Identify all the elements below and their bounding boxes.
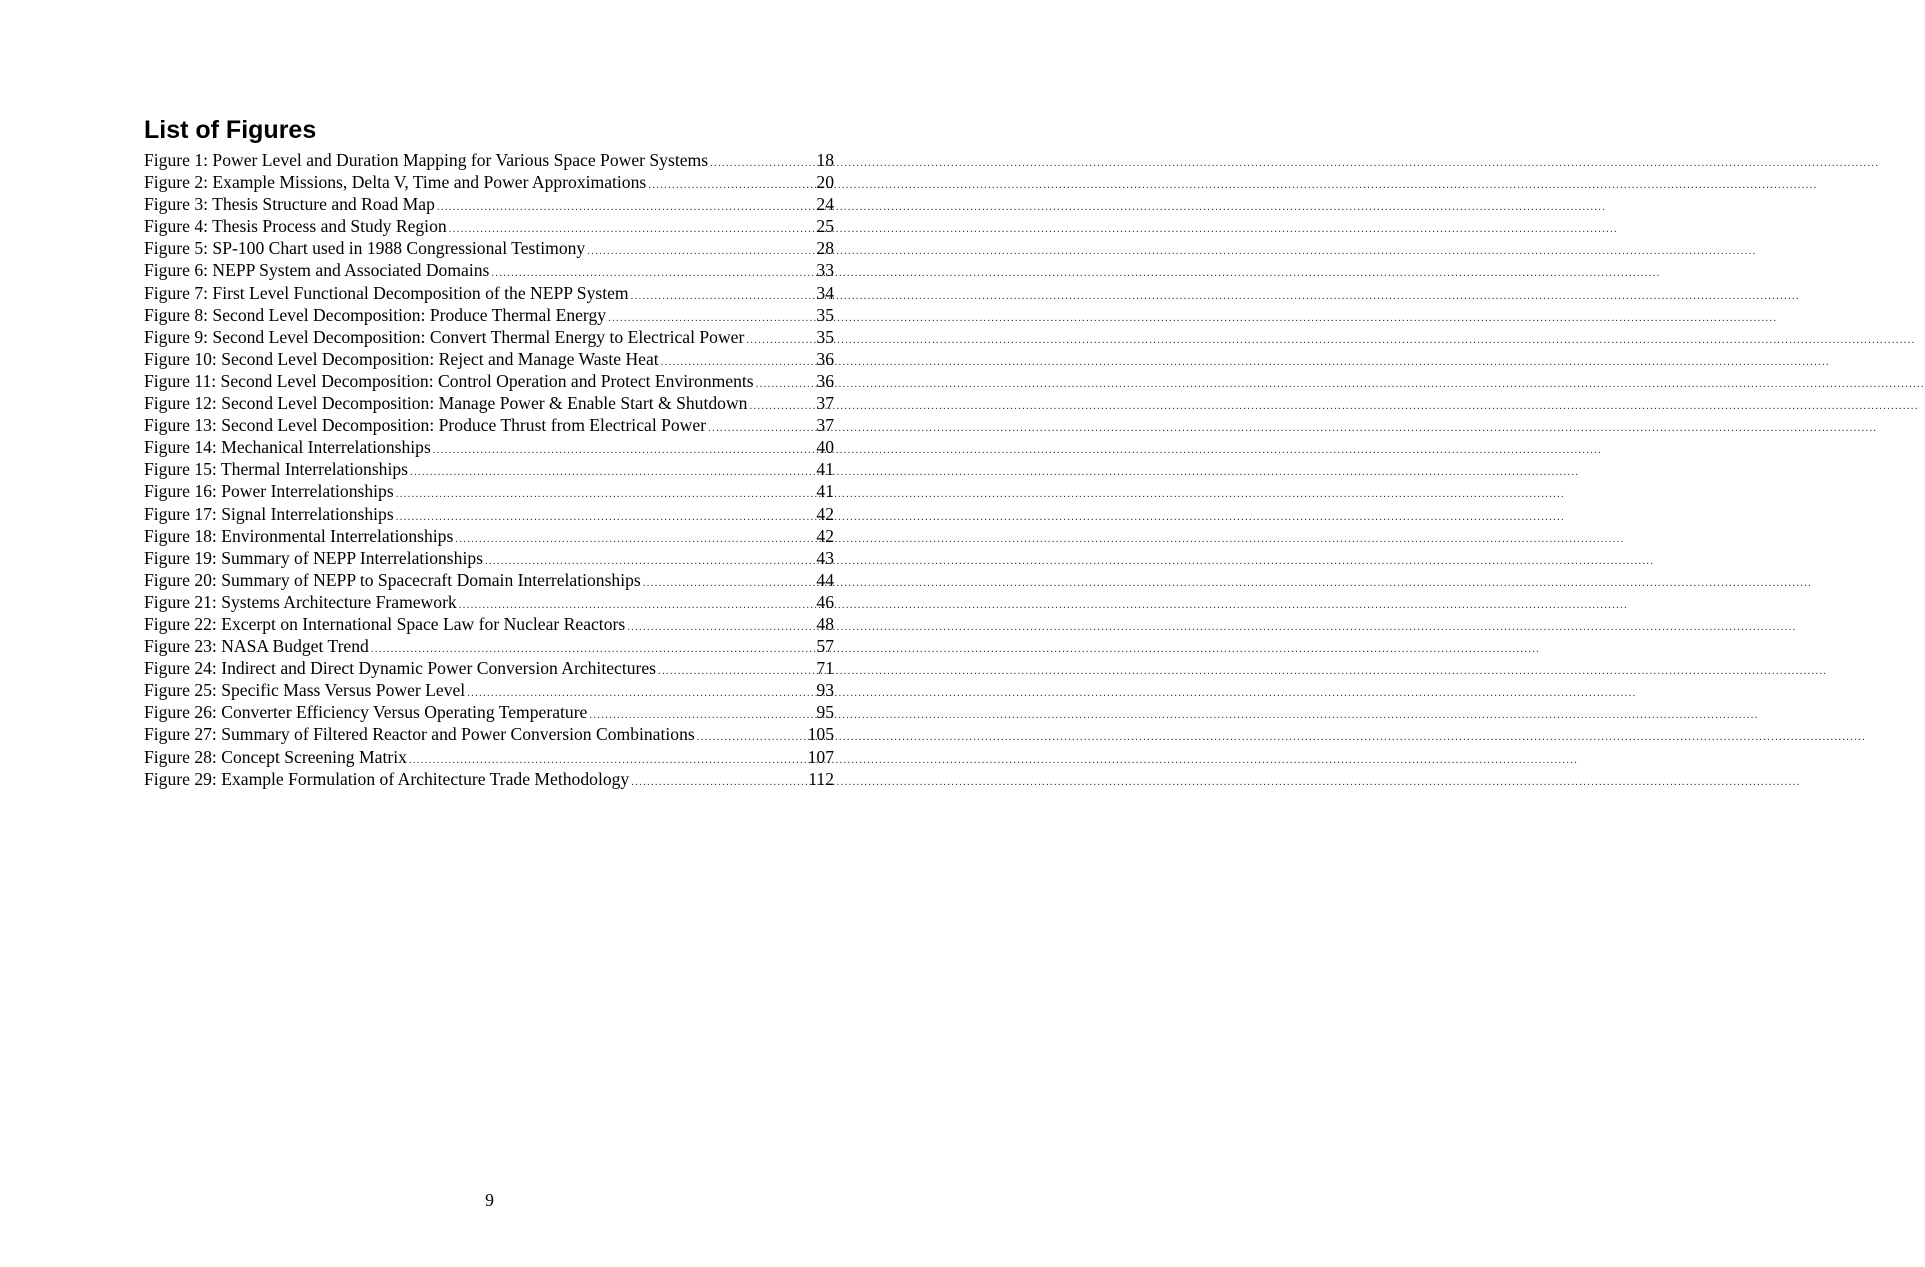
- dot-leader: [697, 726, 806, 748]
- figure-entry[interactable]: [144, 591, 834, 613]
- figure-entry-page: 35: [816, 304, 834, 325]
- dot-leader: [587, 240, 814, 262]
- figure-entry-title: Figure 14: Mechanical Interrelationships: [144, 437, 431, 458]
- figure-entry-title: Figure 24: Indirect and Direct Dynamic Power Conversion Architectures: [144, 658, 657, 679]
- dot-leader: [708, 417, 814, 439]
- figure-entry-page: 40: [816, 437, 834, 458]
- figure-entry-title: Figure 3: Thesis Structure and Road Map: [144, 194, 435, 215]
- figure-entry-title: Figure 6: NEPP System and Associated Domains: [144, 260, 490, 281]
- figure-entry-title: Figure 10: Second Level Decomposition: Reject and Manage Waste Heat: [144, 348, 659, 369]
- figure-entry[interactable]: [144, 237, 834, 259]
- figure-entry-title: Figure 22: Excerpt on International Space Law for Nuclear Reactors: [144, 613, 626, 634]
- figure-entry[interactable]: [144, 348, 834, 370]
- figure-entry[interactable]: [144, 392, 834, 414]
- dot-leader: [643, 572, 815, 594]
- figure-entry[interactable]: [144, 503, 834, 525]
- figure-entry-title: Figure 16: Power Interrelationships: [144, 481, 394, 502]
- figure-entry-title: Figure 2: Example Missions, Delta V, Time and Power Approximations: [144, 172, 647, 193]
- dot-leader: [658, 660, 814, 682]
- figure-entry[interactable]: [144, 547, 834, 569]
- figure-entry-page: 46: [816, 591, 834, 612]
- figure-entry-page: 48: [816, 613, 834, 634]
- figure-entry[interactable]: [144, 569, 834, 591]
- figure-entry-title: Figure 26: Converter Efficiency Versus Operating Temperature: [144, 702, 588, 723]
- figure-entry-page: 37: [816, 393, 834, 414]
- figure-entry-title: Figure 20: Summary of NEPP to Spacecraft Domain Interrelationships: [144, 569, 641, 590]
- figure-entry-title: Figure 19: Summary of NEPP Interrelationships: [144, 547, 483, 568]
- figure-entry-page: 57: [816, 636, 834, 657]
- dot-leader: [756, 373, 815, 395]
- figure-entry-page: 35: [816, 326, 834, 347]
- figure-entry-page: 95: [816, 702, 834, 723]
- list-of-figures-heading: List of Figures: [144, 116, 317, 144]
- figure-entry[interactable]: [144, 326, 834, 348]
- dot-leader: [396, 483, 815, 505]
- figure-entry[interactable]: [144, 259, 834, 281]
- figure-entry-page: 28: [816, 238, 834, 259]
- figure-entry-page: 36: [816, 348, 834, 369]
- figure-entry-page: 44: [816, 569, 834, 590]
- figure-entry-page: 42: [816, 525, 834, 546]
- dot-leader: [749, 395, 814, 417]
- figure-entry-title: Figure 9: Second Level Decomposition: Convert Thermal Energy to Electrical Power: [144, 326, 745, 347]
- figure-entry-page: 41: [816, 459, 834, 480]
- figure-entry[interactable]: [144, 370, 834, 392]
- dot-leader: [631, 771, 806, 793]
- dot-leader: [627, 616, 814, 638]
- figure-entry[interactable]: [144, 635, 834, 657]
- dot-leader: [396, 506, 815, 528]
- figure-entry-title: Figure 21: Systems Architecture Framework: [144, 591, 457, 612]
- figure-entry-page: 107: [807, 746, 834, 767]
- figure-entry-page: 18: [816, 150, 834, 170]
- figure-entry-title: Figure 17: Signal Interrelationships: [144, 503, 394, 524]
- dot-leader: [433, 439, 815, 461]
- figure-entry-page: 71: [816, 658, 834, 679]
- figure-entry[interactable]: [144, 525, 834, 547]
- page-number: 9: [485, 1190, 494, 1210]
- figure-entry-page: 20: [816, 172, 834, 193]
- figure-entry-title: Figure 28: Concept Screening Matrix: [144, 746, 407, 767]
- figure-entry-page: 41: [816, 481, 834, 502]
- dot-leader: [410, 461, 814, 483]
- figure-entry-title: Figure 18: Environmental Interrelationships: [144, 525, 454, 546]
- figure-entry[interactable]: [144, 458, 834, 480]
- dot-leader: [455, 528, 814, 550]
- figure-entry[interactable]: [144, 193, 834, 215]
- figure-entry-title: Figure 5: SP-100 Chart used in 1988 Congressional Testimony: [144, 238, 586, 259]
- figure-entry[interactable]: [144, 414, 834, 436]
- figure-entry[interactable]: [144, 679, 834, 701]
- figure-entry-title: Figure 15: Thermal Interrelationships: [144, 459, 409, 480]
- figure-entry-page: 33: [816, 260, 834, 281]
- figure-entry-title: Figure 8: Second Level Decomposition: Produce Thermal Energy: [144, 304, 607, 325]
- figure-entry[interactable]: [144, 215, 834, 237]
- figure-entry[interactable]: [144, 657, 834, 679]
- figure-entry[interactable]: [144, 746, 834, 768]
- figure-entry[interactable]: [144, 768, 834, 790]
- figure-entry-page: 37: [816, 415, 834, 436]
- figure-entry[interactable]: [144, 723, 834, 745]
- figure-entry-page: 105: [807, 724, 834, 745]
- figure-entry[interactable]: [144, 480, 834, 502]
- figure-entry-title: Figure 1: Power Level and Duration Mapping for Various Space Power Systems: [144, 150, 709, 170]
- dot-leader: [437, 196, 814, 218]
- figures-list: [144, 149, 834, 790]
- dot-leader: [710, 152, 814, 174]
- figure-entry-page: 42: [816, 503, 834, 524]
- figure-entry-page: 112: [808, 768, 834, 789]
- figure-entry[interactable]: [144, 436, 834, 458]
- figure-entry[interactable]: [144, 304, 834, 326]
- figure-entry[interactable]: [144, 701, 834, 723]
- dot-leader: [746, 329, 814, 351]
- figure-entry[interactable]: [144, 613, 834, 635]
- figure-entry-title: Figure 7: First Level Functional Decomposition of the NEPP System: [144, 282, 629, 303]
- figure-entry-title: Figure 4: Thesis Process and Study Region: [144, 216, 447, 237]
- figure-entry-title: Figure 25: Specific Mass Versus Power Level: [144, 680, 466, 701]
- figure-entry-page: 24: [816, 194, 834, 215]
- figure-entry-page: 93: [816, 680, 834, 701]
- figure-entry[interactable]: [144, 149, 834, 171]
- figure-entry[interactable]: [144, 282, 834, 304]
- figure-entry-page: 43: [816, 547, 834, 568]
- figure-entry-title: Figure 11: Second Level Decomposition: Control Operation and Protect Environments: [144, 370, 754, 391]
- figure-entry-page: 36: [816, 370, 834, 391]
- figure-entry-page: 34: [816, 282, 834, 303]
- figure-entry-title: Figure 29: Example Formulation of Architecture Trade Methodology: [144, 768, 630, 789]
- dot-leader: [648, 174, 814, 196]
- figure-entry-title: Figure 13: Second Level Decomposition: Produce Thrust from Electrical Power: [144, 415, 707, 436]
- dot-leader: [631, 285, 815, 307]
- figure-entry-title: Figure 23: NASA Budget Trend: [144, 636, 369, 657]
- figure-entry-title: Figure 12: Second Level Decomposition: Manage Power & Enable Start & Shutdown: [144, 393, 748, 414]
- figure-entry-page: 25: [816, 216, 834, 237]
- figure-entry-title: Figure 27: Summary of Filtered Reactor and Power Conversion Combinations: [144, 724, 695, 745]
- figure-entry[interactable]: [144, 171, 834, 193]
